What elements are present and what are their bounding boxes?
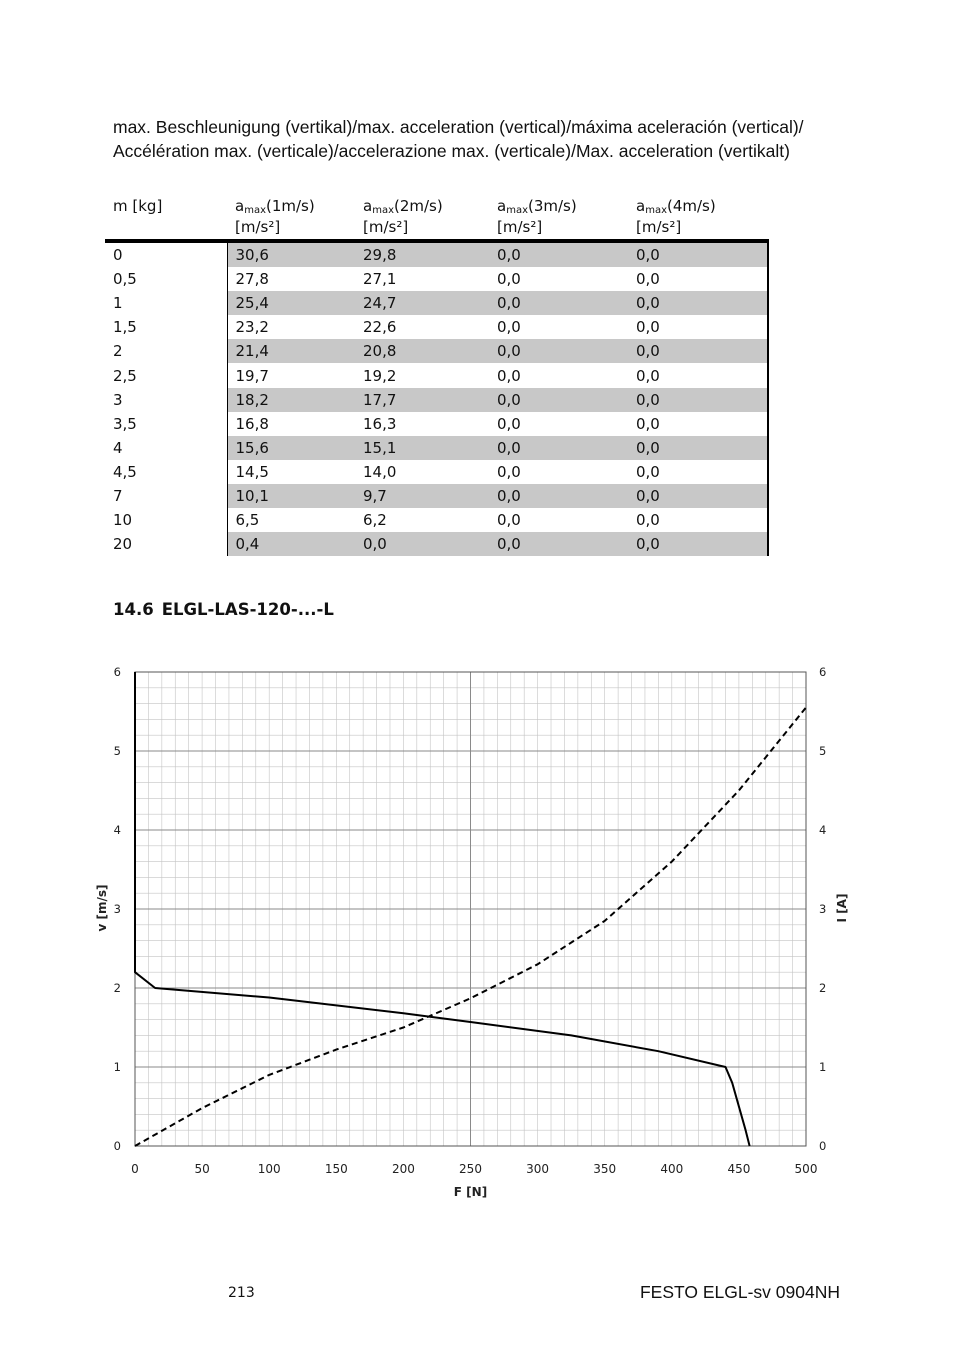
acceleration-cell: 9,7 [355, 484, 489, 508]
y-tick-label-left: 1 [113, 1060, 121, 1074]
acceleration-cell: 0,0 [497, 318, 521, 337]
acceleration-cell: 0,0 [628, 460, 768, 484]
acceleration-cell: 0,0 [628, 508, 768, 532]
section-number: 14.6 [113, 600, 154, 619]
acceleration-cell: 29,8 [355, 241, 489, 267]
mass-cell: 10 [105, 508, 227, 532]
intro-text [113, 115, 873, 163]
header-amax-1: $a_{max}(1m/s)$ [m/s²] [235, 197, 315, 236]
acceleration-cell: 6,5 [235, 511, 260, 530]
x-tick-label: 0 [131, 1162, 139, 1176]
acceleration-cell: 19,2 [363, 366, 397, 385]
table-row [105, 508, 768, 532]
acceleration-cell: 0,0 [497, 366, 521, 385]
acceleration-cell: 0,0 [489, 532, 628, 556]
x-axis-label: F [N] [453, 1185, 488, 1199]
acceleration-cell: 18,2 [227, 388, 355, 412]
intro-line-1: max. Beschleunigung (vertikal)/max. acceleration (vertical)/máxima aceleración (vertical)/ [113, 117, 804, 137]
x-tick-label: 500 [794, 1162, 818, 1176]
acceleration-cell: 17,7 [355, 388, 489, 412]
acceleration-cell: 25,4 [227, 291, 355, 315]
acceleration-cell: 0,0 [628, 532, 768, 556]
table-row [105, 339, 768, 363]
x-tick-label: 100 [257, 1162, 281, 1176]
table-row [105, 388, 768, 412]
x-tick-label: 300 [526, 1162, 550, 1176]
acceleration-cell: 0,0 [628, 339, 768, 363]
acceleration-cell: 27,8 [235, 270, 269, 289]
acceleration-cell: 0,0 [489, 291, 628, 315]
y-axis-label: v [m/s] [95, 884, 109, 932]
acceleration-cell: 0,0 [355, 532, 489, 556]
acceleration-table [105, 193, 769, 556]
mass-cell: 2 [105, 339, 227, 363]
acceleration-cell: 0,0 [489, 339, 628, 363]
table-header-row [105, 193, 768, 241]
acceleration-cell: 0,0 [489, 436, 628, 460]
mass-cell: 4 [105, 436, 227, 460]
mass-cell: 1 [105, 291, 227, 315]
acceleration-cell: 0,0 [497, 511, 521, 530]
y-tick-label-right: 6 [819, 665, 827, 679]
y-tick-label-left: 4 [113, 823, 121, 837]
acceleration-cell: 0,0 [628, 388, 768, 412]
y-tick-label-left: 0 [113, 1139, 121, 1153]
acceleration-cell: 14,5 [235, 462, 269, 481]
acceleration-cell: 24,7 [355, 291, 489, 315]
acceleration-cell: 23,2 [235, 318, 269, 337]
acceleration-cell: 15,6 [227, 436, 355, 460]
acceleration-cell: 0,4 [227, 532, 355, 556]
mass-cell: 4,5 [105, 460, 227, 484]
table-row [105, 315, 768, 339]
acceleration-cell: 0,0 [489, 241, 628, 267]
table-row [105, 484, 768, 508]
acceleration-cell: 0,0 [628, 267, 768, 291]
mass-cell: 1,5 [105, 315, 227, 339]
acceleration-cell: 22,6 [363, 318, 397, 337]
page-number: 213 [228, 1285, 255, 1301]
y-tick-label-left: 3 [113, 902, 121, 916]
mass-cell: 2,5 [105, 363, 227, 387]
mass-cell: 3,5 [105, 412, 227, 436]
mass-cell: 20 [105, 532, 227, 556]
y-tick-label-left: 6 [113, 665, 121, 679]
table-row [105, 460, 768, 484]
table-row [105, 241, 768, 267]
table-row [105, 412, 768, 436]
document-id: FESTO ELGL-sv 0904NH [639, 1282, 840, 1302]
acceleration-cell: 27,1 [363, 270, 397, 289]
x-tick-label: 50 [194, 1162, 210, 1176]
acceleration-cell: 16,3 [363, 414, 397, 433]
x-tick-label: 400 [660, 1162, 684, 1176]
table-row [105, 436, 768, 460]
mass-cell: 0 [105, 241, 227, 267]
table-row [105, 267, 768, 291]
acceleration-cell: 0,0 [628, 436, 768, 460]
acceleration-cell: 0,0 [489, 484, 628, 508]
y-tick-label-left: 2 [113, 981, 121, 995]
table-row [105, 291, 768, 315]
acceleration-cell: 6,2 [363, 511, 387, 530]
x-tick-label: 200 [391, 1162, 415, 1176]
table-row [105, 532, 768, 556]
header-amax-4: $a_{max}(4m/s)$ [m/s²] [636, 197, 716, 236]
mass-cell: 3 [105, 388, 227, 412]
acceleration-cell: 0,0 [628, 291, 768, 315]
x-tick-label: 350 [593, 1162, 617, 1176]
acceleration-cell: 0,0 [628, 484, 768, 508]
intro-line-2: Accélération max. (verticale)/accelerazione max. (verticale)/Max. acceleration (vertikalt) [113, 141, 790, 161]
y-tick-label-right: 1 [819, 1060, 827, 1074]
acceleration-cell: 0,0 [628, 315, 768, 339]
acceleration-cell: 14,0 [363, 462, 397, 481]
section-heading [113, 600, 334, 619]
acceleration-cell: 0,0 [497, 462, 521, 481]
x-tick-label: 450 [727, 1162, 751, 1176]
acceleration-cell: 0,0 [497, 414, 521, 433]
y-tick-label-right: 2 [819, 981, 827, 995]
acceleration-cell: 0,0 [628, 241, 768, 267]
acceleration-cell: 20,8 [355, 339, 489, 363]
acceleration-cell: 0,0 [497, 270, 521, 289]
header-amax-3: $a_{max}(3m/s)$ [m/s²] [497, 197, 577, 236]
x-tick-label: 250 [459, 1162, 482, 1176]
y-tick-label-right: 0 [819, 1139, 827, 1153]
header-amax-2: $a_{max}(2m/s)$ [m/s²] [363, 197, 443, 236]
header-mass: m [kg] [113, 197, 163, 215]
table-row [105, 363, 768, 387]
mass-cell: 0,5 [105, 267, 227, 291]
acceleration-cell: 15,1 [355, 436, 489, 460]
acceleration-cell: 10,1 [227, 484, 355, 508]
acceleration-cell: 19,7 [235, 366, 269, 385]
y-tick-label-right: 3 [819, 902, 827, 916]
y2-axis-label: I [A] [835, 893, 849, 923]
y-tick-label-right: 5 [819, 744, 827, 758]
y-tick-label-left: 5 [113, 744, 121, 758]
acceleration-cell: 0,0 [628, 412, 768, 436]
force-speed-current-chart [0, 650, 954, 1210]
mass-cell: 7 [105, 484, 227, 508]
section-title: ELGL-LAS-120-...-L [161, 600, 334, 619]
acceleration-cell: 16,8 [235, 414, 269, 433]
acceleration-cell: 0,0 [628, 363, 768, 387]
acceleration-cell: 30,6 [227, 241, 355, 267]
y-tick-label-right: 4 [819, 823, 827, 837]
x-tick-label: 150 [324, 1162, 348, 1176]
acceleration-cell: 0,0 [489, 388, 628, 412]
acceleration-cell: 21,4 [227, 339, 355, 363]
